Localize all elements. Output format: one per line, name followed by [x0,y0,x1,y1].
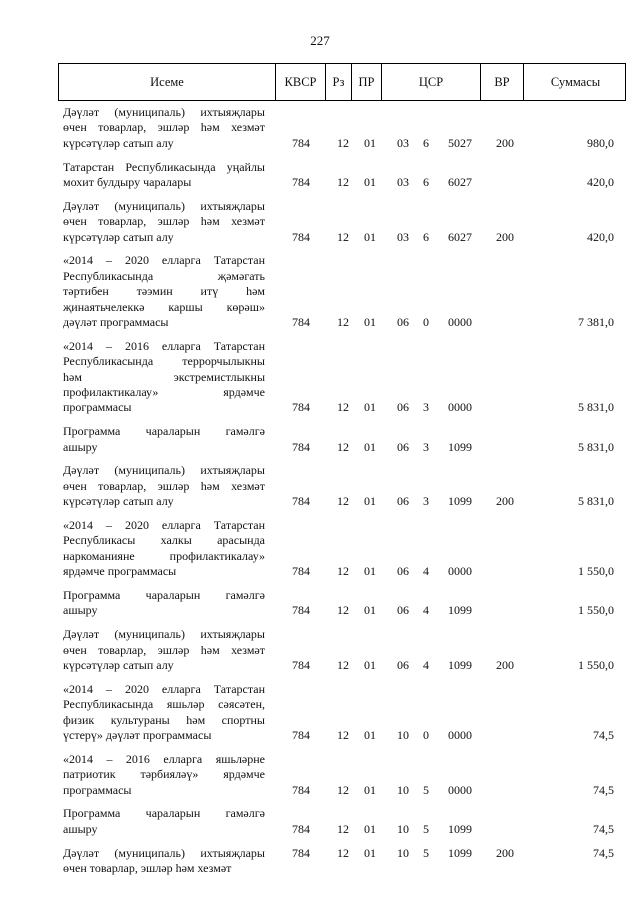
cell-rz: 12 [337,439,349,454]
row-name-line: Дәүләт (муниципаль) ихтыяҗлары [63,627,265,642]
cell-sum: 980,0 [587,135,614,150]
row-name-line: «2014 – 2020 елларга Татарстан [63,518,265,532]
cell-kvsr: 784 [292,657,310,672]
row-name-line: өчен товарлар, эшләр һәм хезмәт [63,214,265,229]
cell-csr2: 3 [423,494,429,509]
cell-sum: 420,0 [587,174,614,189]
cell-csr2: 3 [423,439,429,454]
cell-csr3: 1099 [448,845,472,860]
cell-csr1: 06 [397,439,409,454]
row-name [63,339,265,416]
row-name-line: программасы [63,400,132,415]
cell-rz: 12 [337,174,349,189]
row-name-line: күрсәтүләр сатып алу [63,494,174,509]
row-name-line: тәртибен тәэмин итү һәм [63,284,265,299]
cell-pr: 01 [364,174,376,189]
row-name-line: өчен товарлар, эшләр һәм хезмәт [63,120,265,135]
row-name-line: «2014 – 2020 елларга Татарстан [63,681,265,696]
cell-sum: 74,5 [593,845,614,860]
cell-csr2: 5 [423,845,429,860]
cell-pr: 01 [364,439,376,454]
cell-sum: 7 381,0 [578,314,614,329]
cell-rz: 12 [337,314,349,329]
cell-csr1: 10 [397,782,409,797]
row-name-line: өчен товарлар, эшләр һәм хезмәт [63,642,265,657]
row-name-line: күрсәтүләр сатып алу [63,135,174,150]
cell-sum: 420,0 [587,229,614,244]
cell-csr3: 1099 [448,603,472,618]
cell-csr3: 6027 [448,174,472,189]
cell-rz: 12 [337,135,349,150]
row-name [63,806,265,837]
cell-csr3: 0000 [448,400,472,415]
header-kvsr: КВСР [275,64,325,100]
cell-csr2: 6 [423,229,429,244]
row-name-line: Республикасында җәмәгать [63,268,265,283]
cell-sum: 1 550,0 [578,564,614,579]
cell-pr: 01 [364,229,376,244]
cell-csr3: 5027 [448,135,472,150]
cell-pr: 01 [364,821,376,836]
row-name [63,752,265,798]
cell-sum: 1 550,0 [578,657,614,672]
cell-csr3: 0000 [448,314,472,329]
row-name [63,160,265,191]
row-name [63,424,265,455]
cell-csr1: 10 [397,727,409,742]
cell-csr2: 4 [423,657,429,672]
row-name-line: программасы [63,782,132,797]
row-name-line: Республикасы халкы арасында [63,533,265,548]
row-name-line: ашыру [63,603,98,618]
row-name-line: дәүләт программасы [63,315,169,330]
cell-csr1: 06 [397,603,409,618]
row-name [63,199,265,245]
cell-csr2: 6 [423,135,429,150]
header-csr: ЦСР [381,64,480,100]
cell-sum: 74,5 [593,727,614,742]
cell-kvsr: 784 [292,821,310,836]
cell-rz: 12 [337,564,349,579]
row-name-line: күрсәтүләр сатып алу [63,658,174,672]
header-rz: Рз [325,64,351,100]
row-name-line: патриотик тәрбияләү» ярдәмче [63,767,265,782]
cell-csr1: 03 [397,229,409,244]
cell-pr: 01 [364,494,376,509]
header-name: Исеме [150,74,184,89]
cell-csr1: 10 [397,821,409,836]
cell-csr1: 06 [397,314,409,329]
row-name [63,518,265,580]
cell-csr1: 06 [397,657,409,672]
cell-kvsr: 784 [292,229,310,244]
cell-kvsr: 784 [292,564,310,579]
row-name-line: Дәүләт (муниципаль) ихтыяҗлары [63,463,265,478]
cell-rz: 12 [337,657,349,672]
cell-kvsr: 784 [292,135,310,150]
row-name-line: Дәүләт (муниципаль) ихтыяҗлары [63,845,265,860]
cell-sum: 5 831,0 [578,439,614,454]
page-number: 227 [310,33,330,48]
row-name [63,588,265,619]
header-pr: ПР [351,64,381,100]
row-name-line: үстерү» дәүләт программасы [63,728,212,743]
cell-rz: 12 [337,727,349,742]
cell-csr3: 0000 [448,727,472,742]
cell-csr1: 06 [397,564,409,579]
cell-sum: 74,5 [593,821,614,836]
row-name-line: «2014 – 2016 елларга яшьләрне [63,751,265,766]
header-vr: ВР [480,64,523,100]
cell-vr: 200 [496,845,514,860]
cell-csr1: 10 [397,845,409,860]
cell-csr3: 6027 [448,229,472,244]
cell-rz: 12 [337,494,349,509]
row-name [63,846,265,877]
cell-csr2: 5 [423,821,429,836]
cell-csr1: 03 [397,135,409,150]
row-name-line: җинаятьчелеккә каршы көрәш» [63,299,265,314]
row-name [63,105,265,151]
row-name [63,627,265,673]
cell-rz: 12 [337,845,349,860]
cell-vr: 200 [496,135,514,150]
cell-vr: 200 [496,229,514,244]
cell-sum: 5 831,0 [578,400,614,415]
cell-kvsr: 784 [292,174,310,189]
row-name-line: ашыру [63,439,98,454]
cell-pr: 01 [364,564,376,579]
cell-csr3: 0000 [448,782,472,797]
cell-kvsr: 784 [292,400,310,415]
row-name-line: физик культураны һәм спортны [63,712,265,727]
cell-csr3: 1099 [448,657,472,672]
cell-rz: 12 [337,229,349,244]
row-name-line: Программа чараларын гамәлгә [63,806,265,821]
cell-csr3: 0000 [448,564,472,579]
row-name [63,253,265,330]
cell-kvsr: 784 [292,845,310,860]
cell-kvsr: 784 [292,727,310,742]
row-name-line: профилактикалау» ярдәмче [63,385,265,400]
row-name-line: һәм экстремистлыкны [63,369,265,384]
cell-pr: 01 [364,782,376,797]
cell-sum: 5 831,0 [578,494,614,509]
cell-rz: 12 [337,782,349,797]
cell-csr2: 0 [423,314,429,329]
cell-csr3: 1099 [448,494,472,509]
row-name-line: Республикасында яшьләр сәясәтен, [63,697,265,712]
table-header [58,63,626,101]
cell-sum: 1 550,0 [578,603,614,618]
row-name-line: Республикасында террорчылыкны [63,354,265,369]
cell-rz: 12 [337,821,349,836]
cell-csr3: 1099 [448,821,472,836]
cell-csr2: 0 [423,727,429,742]
cell-pr: 01 [364,603,376,618]
row-name-line: Программа чараларын гамәлгә [63,588,265,602]
cell-kvsr: 784 [292,782,310,797]
cell-rz: 12 [337,603,349,618]
cell-vr: 200 [496,657,514,672]
cell-pr: 01 [364,135,376,150]
cell-kvsr: 784 [292,494,310,509]
cell-csr2: 4 [423,603,429,618]
cell-csr1: 06 [397,494,409,509]
cell-pr: 01 [364,314,376,329]
cell-pr: 01 [364,845,376,860]
row-name-line: Дәүләт (муниципаль) ихтыяҗлары [63,198,265,213]
row-name-line: «2014 – 2016 елларга Татарстан [63,338,265,353]
row-name-line: мохит булдыру чаралары [63,175,192,189]
cell-csr3: 1099 [448,439,472,454]
cell-kvsr: 784 [292,439,310,454]
cell-rz: 12 [337,400,349,415]
row-name [63,682,265,744]
cell-kvsr: 784 [292,314,310,329]
row-name-line: «2014 – 2020 елларга Татарстан [63,253,265,268]
cell-csr2: 5 [423,782,429,797]
row-name-line: Программа чараларын гамәлгә [63,424,265,439]
cell-csr2: 6 [423,174,429,189]
cell-csr2: 4 [423,564,429,579]
row-name-line: ашыру [63,821,98,836]
cell-csr2: 3 [423,400,429,415]
cell-pr: 01 [364,400,376,415]
cell-vr: 200 [496,494,514,509]
row-name-line: өчен товарлар, эшләр һәм хезмәт [63,861,232,875]
row-name-line: өчен товарлар, эшләр һәм хезмәт [63,478,265,493]
row-name-line: Татарстан Республикасында уңайлы [63,159,265,174]
cell-pr: 01 [364,657,376,672]
row-name-line: ярдәмче программасы [63,564,177,579]
cell-pr: 01 [364,727,376,742]
row-name [63,463,265,509]
header-sum: Суммасы [523,64,627,100]
row-name-line: күрсәтүләр сатып алу [63,229,174,244]
row-name-line: наркоманияне профилактикалау» [63,548,265,563]
cell-csr1: 03 [397,174,409,189]
cell-sum: 74,5 [593,782,614,797]
cell-kvsr: 784 [292,603,310,618]
cell-csr1: 06 [397,400,409,415]
row-name-line: Дәүләт (муниципаль) ихтыяҗлары [63,105,265,119]
